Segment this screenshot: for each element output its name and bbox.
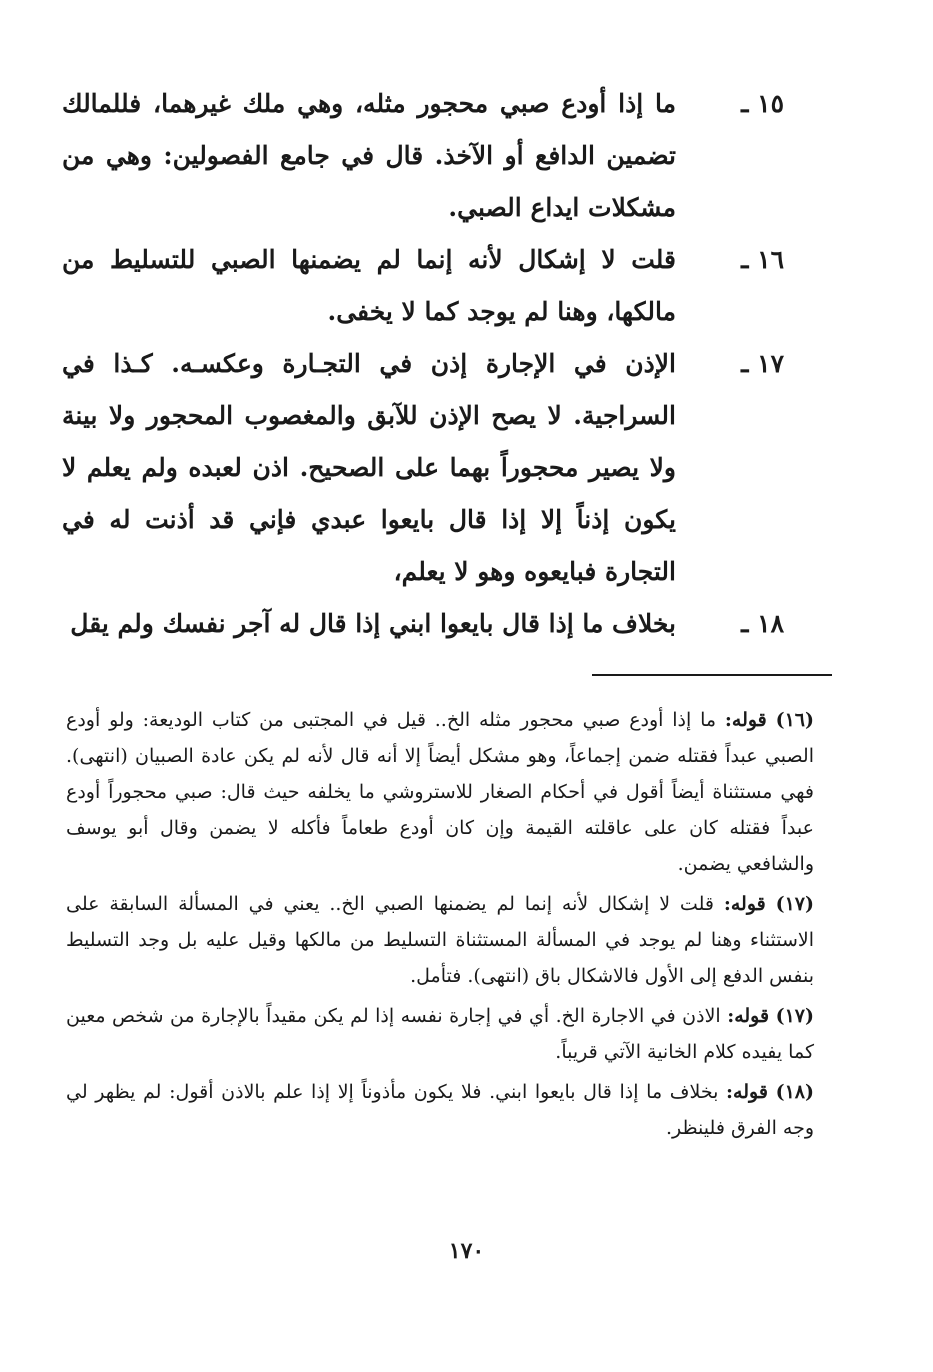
main-entry-18 <box>62 598 784 650</box>
entry-text: ما إذا أودع صبي محجور مثله، وهي ملك غيرهما، فللمالك تضمين الدافع أو الآخذ. قال في جامع الفصولين: وهي من مشكلات ايداع الصبي. <box>62 89 676 222</box>
entry-number: ١٦ ـ <box>741 245 784 274</box>
footnote-ref: (١٧) <box>775 1005 814 1027</box>
page-number: ١٧٠ <box>448 1238 485 1264</box>
footnotes <box>66 702 814 1150</box>
footnote-16 <box>66 702 814 882</box>
footnote-ref: (١٨) <box>775 1081 814 1103</box>
entry-text: الإذن في الإجارة إذن في التجـارة وعكسـه. كـذا في السراجية. لا يصح الإذن للآبق والمغصوب المحجور ولا بينة ولا يصير محجوراً بهما على الصحيح. اذن لعبده ولم يعلم لا يكون إذناً إلا إذا قال بايعوا عبدي فإني قد أذنت له في التجارة فبايعوه وهو لا يعلم، <box>62 349 676 586</box>
footnote-keyword: قوله: <box>726 1081 768 1103</box>
entry-number: ١٥ ـ <box>741 89 784 118</box>
main-entry-17 <box>62 338 784 598</box>
main-text <box>62 78 784 650</box>
footnote-ref: (١٦) <box>775 709 814 731</box>
footnote-text: قلت لا إشكال لأنه إنما لم يضمنها الصبي الخ.. يعني في المسألة السابقة على الاستثناء وهنا لم يوجد في المسألة المستثناة التسليط من مالكها وقيل عليه بل وجد التسليط بنفس الدفع إلى الأول فالاشكال باق (انتهى). فتأمل. <box>66 893 814 987</box>
footnote-divider <box>592 674 832 676</box>
footnote-text: ما إذا أودع صبي محجور مثله الخ.. قيل في المجتبى من كتاب الوديعة: ولو أودع الصبي عبداً فقتله ضمن إجماعاً، وهو مشكل أيضاً إلا أنه قال لأنه لم يكن عادة الصبيان (انتهى). فهي مستثناة أيضاً أقول في أحكام الصغار للاستروشي ما يخلفه حيث قال: صبي محجوراً أودع عبداً فقتله كان على عاقلته القيمة وإن كان أودع طعاماً فأكله لا يضمن وقال أبو يوسف والشافعي يضمن. <box>66 709 814 875</box>
entry-text: بخلاف ما إذا قال بايعوا ابني إذا قال له آجر نفسك ولم يقل <box>70 609 676 638</box>
footnote-keyword: قوله: <box>727 1005 770 1027</box>
footnote-ref: (١٧) <box>775 893 814 915</box>
footnote-18 <box>66 1074 814 1146</box>
entry-number: ١٧ ـ <box>741 349 784 378</box>
main-entry-15 <box>62 78 784 234</box>
footnote-17b <box>66 998 814 1070</box>
footnote-17a <box>66 886 814 994</box>
entry-text: قلت لا إشكال لأنه إنما لم يضمنها الصبي للتسليط من مالكها، وهنا لم يوجد كما لا يخفى. <box>62 245 676 326</box>
footnote-text: بخلاف ما إذا قال بايعوا ابني. فلا يكون مأذوناً إلا إذا علم بالاذن أقول: لم يظهر لي وجه الفرق فلينظر. <box>66 1081 814 1139</box>
main-entry-16 <box>62 234 784 338</box>
footnote-keyword: قوله: <box>723 893 766 915</box>
entry-number: ١٨ ـ <box>741 609 784 638</box>
footnote-text: الاذن في الاجارة الخ. أي في إجارة نفسه إذا لم يكن مقيداً بالإجارة من شخص معين كما يفيده كلام الخانية الآتي قريباً. <box>66 1005 814 1063</box>
footnote-keyword: قوله: <box>724 709 767 731</box>
